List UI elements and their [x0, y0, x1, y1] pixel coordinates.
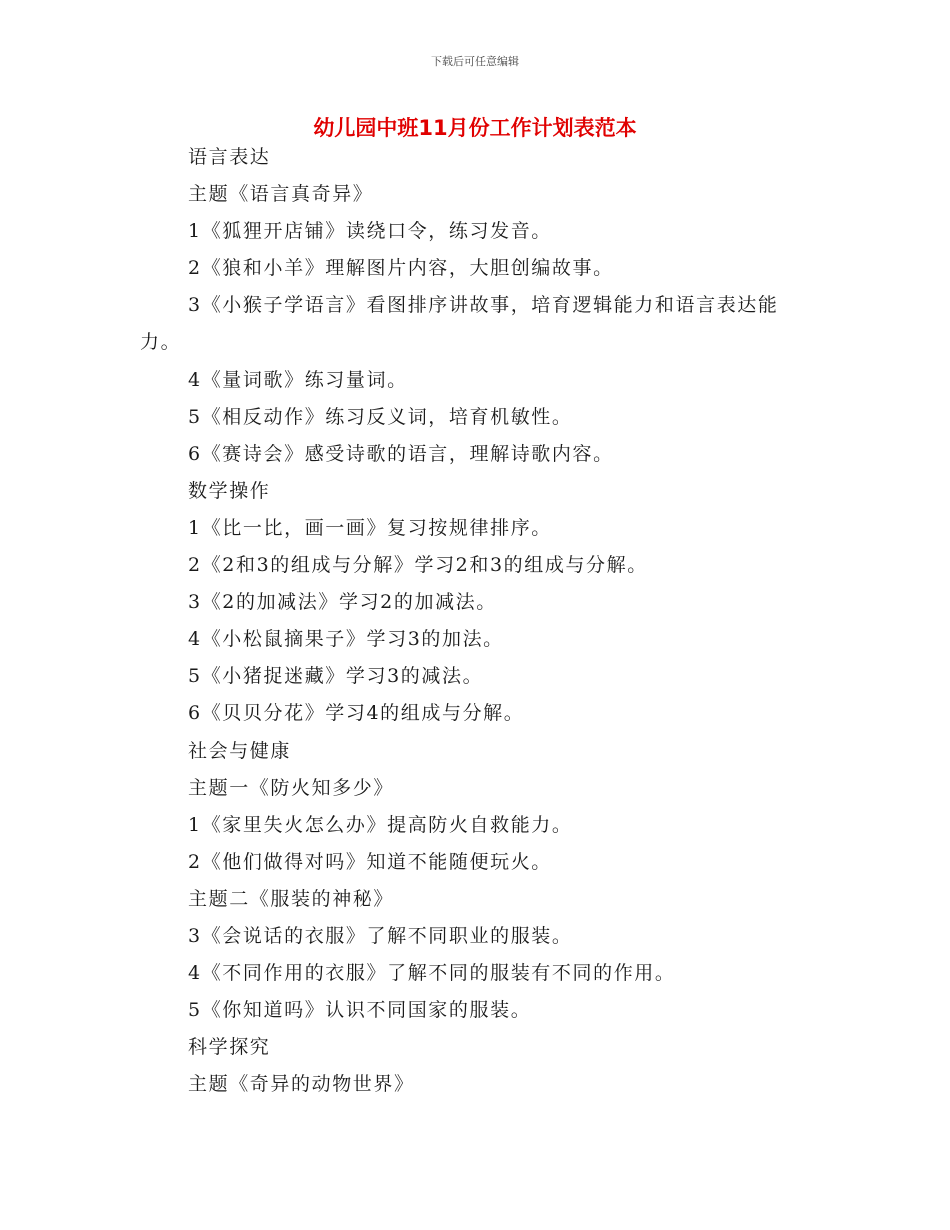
activity-line: 5《小猪捉迷藏》学习3的减法。 [188, 665, 484, 688]
section-heading-social-health: 社会与健康 [188, 739, 292, 762]
activity-line: 5《相反动作》练习反义词，培育机敏性。 [188, 405, 573, 428]
section-heading-math: 数学操作 [188, 479, 271, 502]
document-title: 幼儿园中班11月份工作计划表范本 [313, 116, 637, 140]
activity-line-continuation: 力。 [140, 331, 182, 354]
document-body [140, 139, 820, 1103]
activity-line: 5《你知道吗》认识不同国家的服装。 [188, 999, 532, 1022]
activity-line: 2《他们做得对吗》知道不能随便玩火。 [188, 850, 552, 873]
activity-line: 3《小猴子学语言》看图排序讲故事，培育逻辑能力和语言表达能 [188, 294, 779, 317]
activity-line: 4《小松鼠摘果子》学习3的加法。 [188, 628, 504, 651]
theme-line: 主题《语言真奇异》 [188, 183, 374, 206]
theme-line: 主题一《防火知多少》 [188, 776, 395, 799]
theme-line: 主题二《服装的神秘》 [188, 887, 395, 910]
activity-line: 3《会说话的衣服》了解不同职业的服装。 [188, 924, 573, 947]
activity-line: 1《比一比，画一画》复习按规律排序。 [188, 516, 552, 539]
section-heading-language: 语言表达 [188, 146, 271, 168]
activity-line: 3《2的加减法》学习2的加减法。 [188, 591, 497, 614]
activity-line: 1《家里失火怎么办》提高防火自救能力。 [188, 813, 573, 836]
section-heading-science: 科学探究 [188, 1036, 271, 1059]
activity-line: 4《量词歌》练习量词。 [188, 368, 408, 391]
activity-line: 2《狼和小羊》理解图片内容，大胆创编故事。 [188, 257, 614, 280]
theme-line: 主题《奇异的动物世界》 [188, 1073, 415, 1096]
activity-line: 6《贝贝分花》学习4的组成与分解。 [188, 702, 525, 725]
activity-line: 2《2和3的组成与分解》学习2和3的组成与分解。 [188, 554, 648, 577]
activity-line: 6《赛诗会》感受诗歌的语言，理解诗歌内容。 [188, 442, 614, 465]
activity-line: 1《狐狸开店铺》读绕口令，练习发音。 [188, 220, 552, 243]
page-header-note: 下载后可任意编辑 [431, 55, 519, 68]
activity-line: 4《不同作用的衣服》了解不同的服装有不同的作用。 [188, 962, 676, 985]
